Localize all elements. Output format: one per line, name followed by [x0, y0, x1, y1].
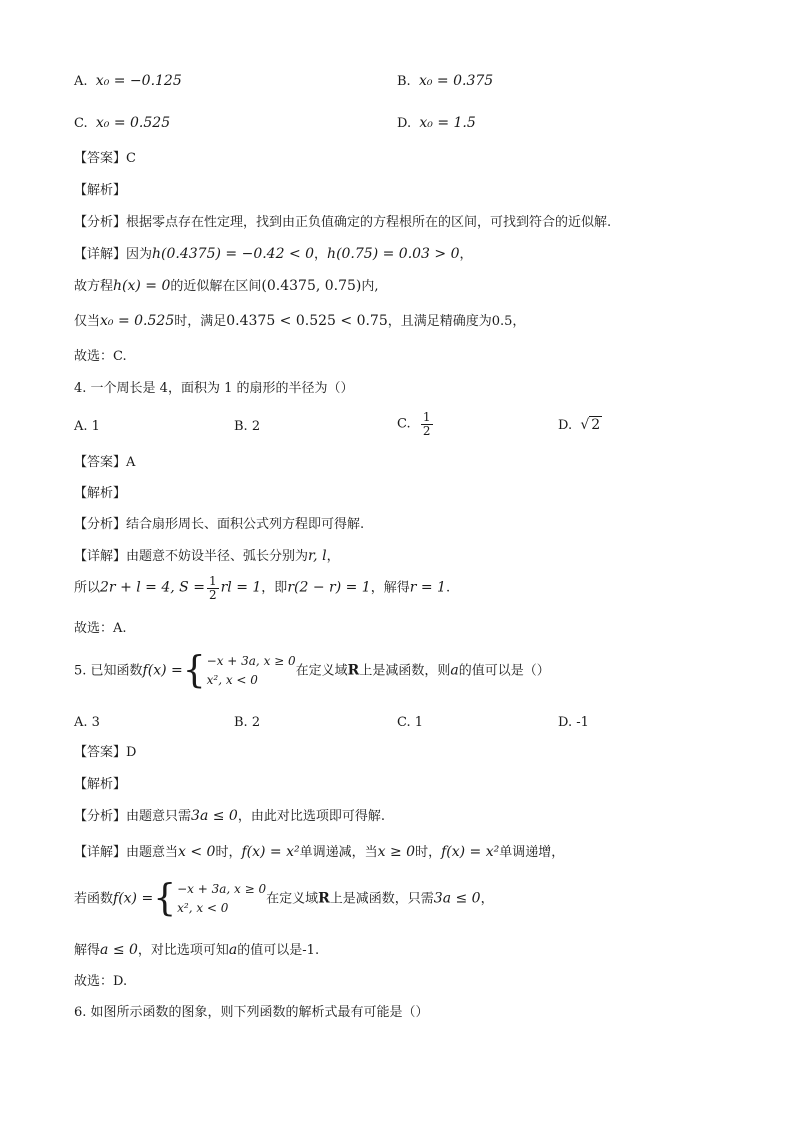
q3-answer — [74, 152, 136, 165]
q5-detail-line-2 — [74, 877, 494, 921]
text: . — [445, 580, 451, 596]
answer-value: C — [126, 151, 136, 166]
q4-conclusion: 故选：A. — [74, 621, 127, 636]
formula: r(2 − r) = 1 — [287, 579, 371, 596]
fenxi-text: 根据零点存在性定理，找到由正负值确定的方程根所在的区间，可找到符合的近似解. — [126, 215, 612, 230]
fenxi-tag: 【分析】 — [74, 215, 127, 230]
formula: (0.4375, 0.75) — [261, 278, 362, 294]
formula: r = 1 — [409, 579, 446, 596]
text: 若函数 — [74, 891, 114, 907]
q4-option-a: A. 1 — [74, 419, 100, 434]
formula: a — [450, 662, 459, 679]
q4-detail-line-2 — [74, 575, 450, 601]
formula: 3a ≤ 0 — [433, 890, 481, 907]
set-symbol: R — [318, 890, 330, 907]
text: 由题意不妨设半径、弧长分别为 — [126, 549, 309, 564]
q4-detail-line-1 — [74, 549, 340, 563]
q3-detail-line-3 — [74, 314, 525, 328]
radicand: 2 — [591, 417, 601, 433]
piecewise-cases — [177, 880, 266, 918]
q5-option-c: C. 1 — [397, 715, 424, 730]
formula: rl = 1 — [220, 579, 262, 596]
text: ，即 — [261, 580, 288, 596]
detail-tag: 【详解】 — [74, 247, 127, 262]
text: ， — [480, 891, 494, 907]
text: 因为 — [126, 247, 153, 262]
formula: x₀ = 0.525 — [100, 313, 175, 329]
text: 所以 — [74, 580, 101, 596]
text: 由题意当 — [126, 845, 179, 860]
text: ， — [459, 247, 473, 262]
q4-option-b: B. 2 — [234, 419, 261, 434]
formula: x < 0 — [178, 844, 216, 860]
q5-conclusion: 故选：D. — [74, 974, 128, 989]
q5-answer — [74, 746, 136, 759]
text: 的近似解在区间 — [170, 279, 262, 294]
q5-option-d: D. -1 — [558, 715, 589, 730]
q5-option-a: A. 3 — [74, 715, 100, 730]
option-text: x₀ = 1.5 — [419, 115, 476, 131]
left-brace: { — [182, 649, 206, 693]
case-1: −x + 3a, x ≥ 0 — [206, 654, 296, 668]
q4-answer — [74, 456, 135, 469]
formula: 0.4375 < 0.525 < 0.75 — [226, 313, 388, 329]
q4-option-c — [397, 411, 435, 437]
option-label: D. — [397, 116, 412, 131]
left-brace: { — [153, 877, 177, 921]
formula: f(x) = x² — [241, 844, 300, 860]
answer-value: A — [126, 455, 136, 470]
q3-analysis-tag: 【解析】 — [74, 183, 127, 198]
text: 的值可以是（） — [458, 663, 550, 679]
formula: 3a ≤ 0 — [191, 808, 238, 824]
numerator: 1 — [208, 574, 217, 588]
q3-detail-line-2 — [74, 279, 379, 293]
answer-tag: 【答案】 — [74, 745, 127, 760]
fraction — [421, 411, 433, 437]
text: 单调递增， — [499, 845, 565, 860]
case-1: −x + 3a, x ≥ 0 — [177, 882, 267, 896]
q4-stem: 4. 一个周长是 4，面积为 1 的扇形的半径为（） — [74, 381, 354, 396]
option-label: D. — [558, 418, 573, 433]
q3-option-a — [74, 74, 182, 88]
q5-option-b: B. 2 — [234, 715, 261, 730]
formula: a — [228, 942, 238, 958]
fenxi-text: 结合扇形周长、面积公式列方程即可得解. — [126, 517, 365, 532]
q3-option-c — [74, 116, 170, 130]
answer-tag: 【答案】 — [74, 455, 127, 470]
q5-detail-line-3 — [74, 943, 319, 957]
q6-stem: 6. 如图所示函数的图象，则下列函数的解析式最有可能是（） — [74, 1005, 429, 1020]
answer-value: D — [126, 745, 137, 760]
option-text: x₀ = 0.525 — [95, 115, 171, 131]
text: 解得 — [74, 943, 101, 958]
fenxi-tag: 【分析】 — [74, 517, 127, 532]
detail-tag: 【详解】 — [74, 549, 127, 564]
formula: a ≤ 0 — [100, 942, 138, 958]
formula: f(x) = x² — [441, 844, 500, 860]
q3-option-d — [397, 116, 476, 130]
option-label: B. — [397, 74, 411, 89]
formula: x ≥ 0 — [377, 844, 416, 860]
text: 故方程 — [74, 279, 114, 294]
numerator: 1 — [422, 410, 431, 424]
text: 时， — [415, 845, 442, 860]
fenxi-tag: 【分析】 — [74, 809, 127, 824]
sqrt: √ 2 — [580, 417, 601, 433]
option-text: x₀ = 0.375 — [418, 73, 494, 89]
text: ， — [314, 247, 328, 262]
text: 在定义域 — [295, 663, 348, 679]
formula: h(x) = 0 — [113, 278, 171, 294]
text: 内, — [361, 279, 379, 294]
formula: 2r + l = 4, S = — [100, 579, 205, 596]
piecewise-cases — [207, 652, 296, 690]
formula: h(0.75) = 0.03 > 0 — [327, 246, 460, 262]
text: 的值可以是-1. — [237, 943, 320, 958]
text: ，由此对比选项即可得解. — [237, 809, 385, 824]
q3-option-b — [397, 74, 493, 88]
text: 单调递减，当 — [299, 845, 378, 860]
text: 在定义域 — [266, 891, 319, 907]
denominator: 2 — [208, 587, 217, 602]
q5-stem — [74, 649, 550, 693]
q5-analysis-tag: 【解析】 — [74, 777, 127, 792]
text: 仅当 — [74, 314, 101, 329]
case-2: x², x < 0 — [177, 901, 229, 916]
detail-tag: 【详解】 — [74, 845, 127, 860]
text: ，且满足精确度为0.5， — [387, 314, 526, 329]
q5-fenxi — [74, 809, 385, 823]
fraction — [207, 575, 219, 601]
text: 上是减函数，则 — [359, 663, 451, 679]
formula: f(x) = — [113, 890, 154, 907]
set-symbol: R — [347, 662, 360, 679]
option-label: C. — [74, 116, 88, 131]
text: 5. 已知函数 — [74, 663, 143, 679]
q5-detail-line-1 — [74, 845, 564, 859]
option-text: x₀ = −0.125 — [95, 73, 182, 89]
formula: h(0.4375) = −0.42 < 0 — [152, 246, 315, 262]
denominator: 2 — [422, 423, 431, 438]
text: 时，满足 — [174, 314, 227, 329]
q3-fenxi — [74, 216, 611, 229]
q4-option-d — [558, 418, 602, 432]
formula: f(x) = — [142, 662, 183, 679]
case-2: x², x < 0 — [206, 673, 258, 688]
text: ，对比选项可知 — [137, 943, 229, 958]
text: ，解得 — [370, 580, 410, 596]
option-label: C. — [397, 416, 411, 432]
q4-analysis-tag: 【解析】 — [74, 486, 127, 501]
q4-fenxi — [74, 518, 364, 531]
formula: r, l — [308, 548, 327, 564]
option-label: A. — [74, 74, 88, 89]
text: ， — [326, 549, 340, 564]
answer-tag: 【答案】 — [74, 151, 127, 166]
q3-detail-line-1 — [74, 247, 473, 261]
text: 上是减函数，只需 — [329, 891, 434, 907]
text: 时， — [215, 845, 242, 860]
q3-conclusion: 故选：C. — [74, 349, 127, 364]
text: 由题意只需 — [126, 809, 192, 824]
